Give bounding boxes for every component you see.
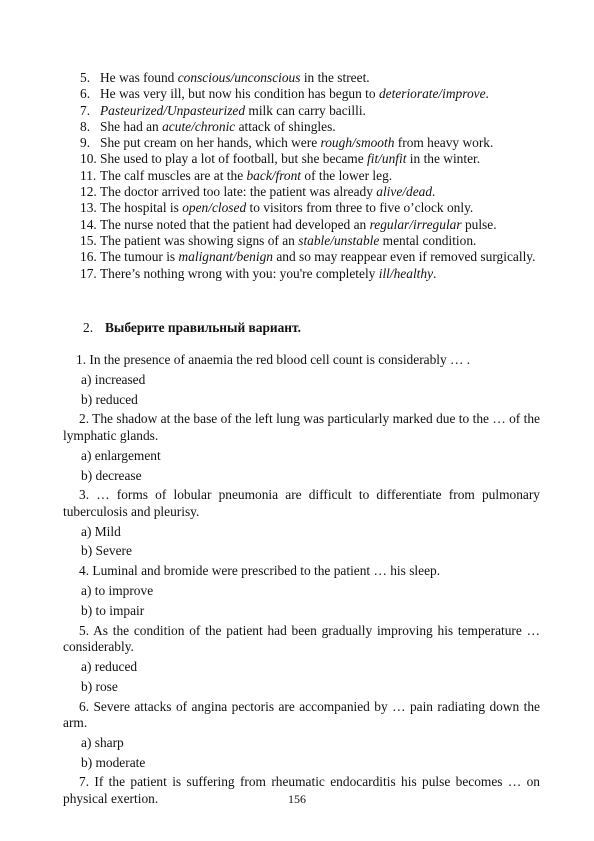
choice-pair: fit/unfit [367,151,407,167]
list-item [80,168,540,184]
list-item [80,135,540,151]
sentence-fragment: The tumour is [100,249,179,265]
choice-pair: open/closed [182,200,247,216]
question-text: 4. Luminal and bromide were prescribed to the patient … his sleep. [79,563,441,579]
answer-option: b) moderate [81,754,146,770]
list-item [80,151,540,167]
list-item-number: 8. [80,118,91,134]
sentence-fragment: He was very ill, but now his condition has begun to [100,86,379,102]
sentence-fragment: from heavy work. [394,135,494,151]
exercise-2-heading [83,320,301,336]
sentence-fragment: and so may reappear even if removed surgically. [272,249,536,265]
list-item [80,119,540,135]
sentence-fragment: The nurse noted that the patient had developed an [100,216,370,232]
answer-option: b) reduced [81,391,138,407]
sentence-fragment: . [432,184,436,200]
sentence-fragment: . [485,86,489,102]
question-text: 6. Severe attacks of angina pectoris are accompanied by … pain radiating down the arm. [63,698,540,731]
exercise-2-questions [63,352,540,811]
sentence-fragment: of the lower leg. [301,167,393,183]
choice-pair: alive/dead [376,184,433,200]
sentence-fragment: She put cream on her hands, which were [100,135,321,151]
sentence-fragment: mental condition. [379,232,477,248]
list-item-text [100,135,540,151]
answer-option: b) to impair [81,602,145,618]
list-item-number: 9. [80,135,91,151]
question-text: 3. … forms of lobular pneumonia are difficult to differentiate from pulmonary tuberculosis and pleurisy. [63,487,540,519]
sentence-fragment: She used to play a lot of football, but she became [100,151,368,167]
list-item-number: 7. [80,102,91,118]
page-number: 156 [288,792,306,806]
exercise-2-title: Выберите правильный вариант. [105,320,301,335]
question-text: 2. The shadow at the base of the left lung was particularly marked due to the … of the lymphatic glands. [63,411,540,443]
list-item [80,86,540,102]
list-item-text [100,86,540,102]
answer-option: a) sharp [81,734,124,750]
answer-option: b) Severe [81,543,132,559]
list-item-text [100,119,540,135]
choice-pair: ill/healthy [378,265,434,281]
answer-option: a) enlargement [81,447,161,463]
list-item-number: 17. [80,265,97,281]
question-text: 7. If the patient is suffering from rheumatic endocarditis his pulse becomes … on physical exertion. [63,774,540,807]
list-item-number: 13. [80,200,97,216]
list-item-number: 14. [80,216,97,232]
sentence-fragment: pulse. [461,216,497,232]
sentence-fragment: She had an [100,118,163,134]
sentence-fragment: to visitors from three to five o’clock only. [246,200,474,216]
sentence-fragment: attack of shingles. [235,118,336,134]
list-item [80,103,540,119]
list-item [80,249,540,265]
sentence-fragment: The hospital is [100,200,183,216]
choice-pair: deteriorate/improve [378,86,486,102]
sentence-fragment: The doctor arrived too late: the patient was already [100,184,377,200]
list-item [80,70,540,86]
list-item [80,233,540,249]
choice-pair: regular/irregular [369,216,462,232]
choice-pair: back/front [246,167,302,183]
choice-pair: malignant/benign [178,249,273,265]
sentence-fragment: in the street. [300,70,370,85]
answer-option: b) rose [81,678,118,694]
choice-pair: Pasteurized/Unpasteurized [100,102,246,118]
sentence-fragment: in the winter. [406,151,481,167]
answer-option: a) increased [81,371,146,387]
list-item-number: 5. [80,70,91,85]
list-item-text [100,168,540,184]
choice-pair: acute/chronic [162,118,236,134]
list-item-text [100,70,540,86]
list-item [80,266,540,282]
list-item-text [100,233,540,249]
exercise-2-number: 2. [83,320,94,335]
list-item-number: 6. [80,86,91,102]
choice-pair: conscious/unconscious [177,70,301,85]
list-item-number: 15. [80,232,97,248]
question-text: 1. In the presence of anaemia the red blood cell count is considerably … . [76,352,471,367]
sentence-fragment: . [433,265,437,281]
list-item [80,184,540,200]
answer-option: a) Mild [81,523,121,539]
question-text: 5. As the condition of the patient had been gradually improving his temperature … considerably. [63,622,540,655]
list-item-text [100,184,540,200]
answer-option: b) decrease [81,467,142,483]
sentence-fragment: The calf muscles are at the [100,167,247,183]
choice-pair: stable/unstable [298,232,380,248]
list-item-number: 12. [80,184,97,200]
list-item-text [100,217,540,233]
list-item-text [100,266,540,282]
choice-pair: rough/smooth [320,135,395,151]
list-item-number: 16. [80,249,97,265]
exercise-1-list [80,70,540,282]
list-item [80,200,540,216]
list-item-text [100,151,540,167]
answer-option: a) to improve [81,583,154,598]
list-item-text [100,200,540,216]
answer-option: a) reduced [81,658,138,674]
list-item-text [100,103,540,119]
list-item-number: 10. [80,151,97,167]
list-item-text [100,249,540,265]
sentence-fragment: There’s nothing wrong with you: you're completely [100,265,379,281]
sentence-fragment: The patient was showing signs of an [100,232,299,248]
sentence-fragment: He was found [100,70,178,85]
sentence-fragment: milk can carry bacilli. [245,102,366,118]
list-item-number: 11. [80,167,97,183]
list-item [80,217,540,233]
